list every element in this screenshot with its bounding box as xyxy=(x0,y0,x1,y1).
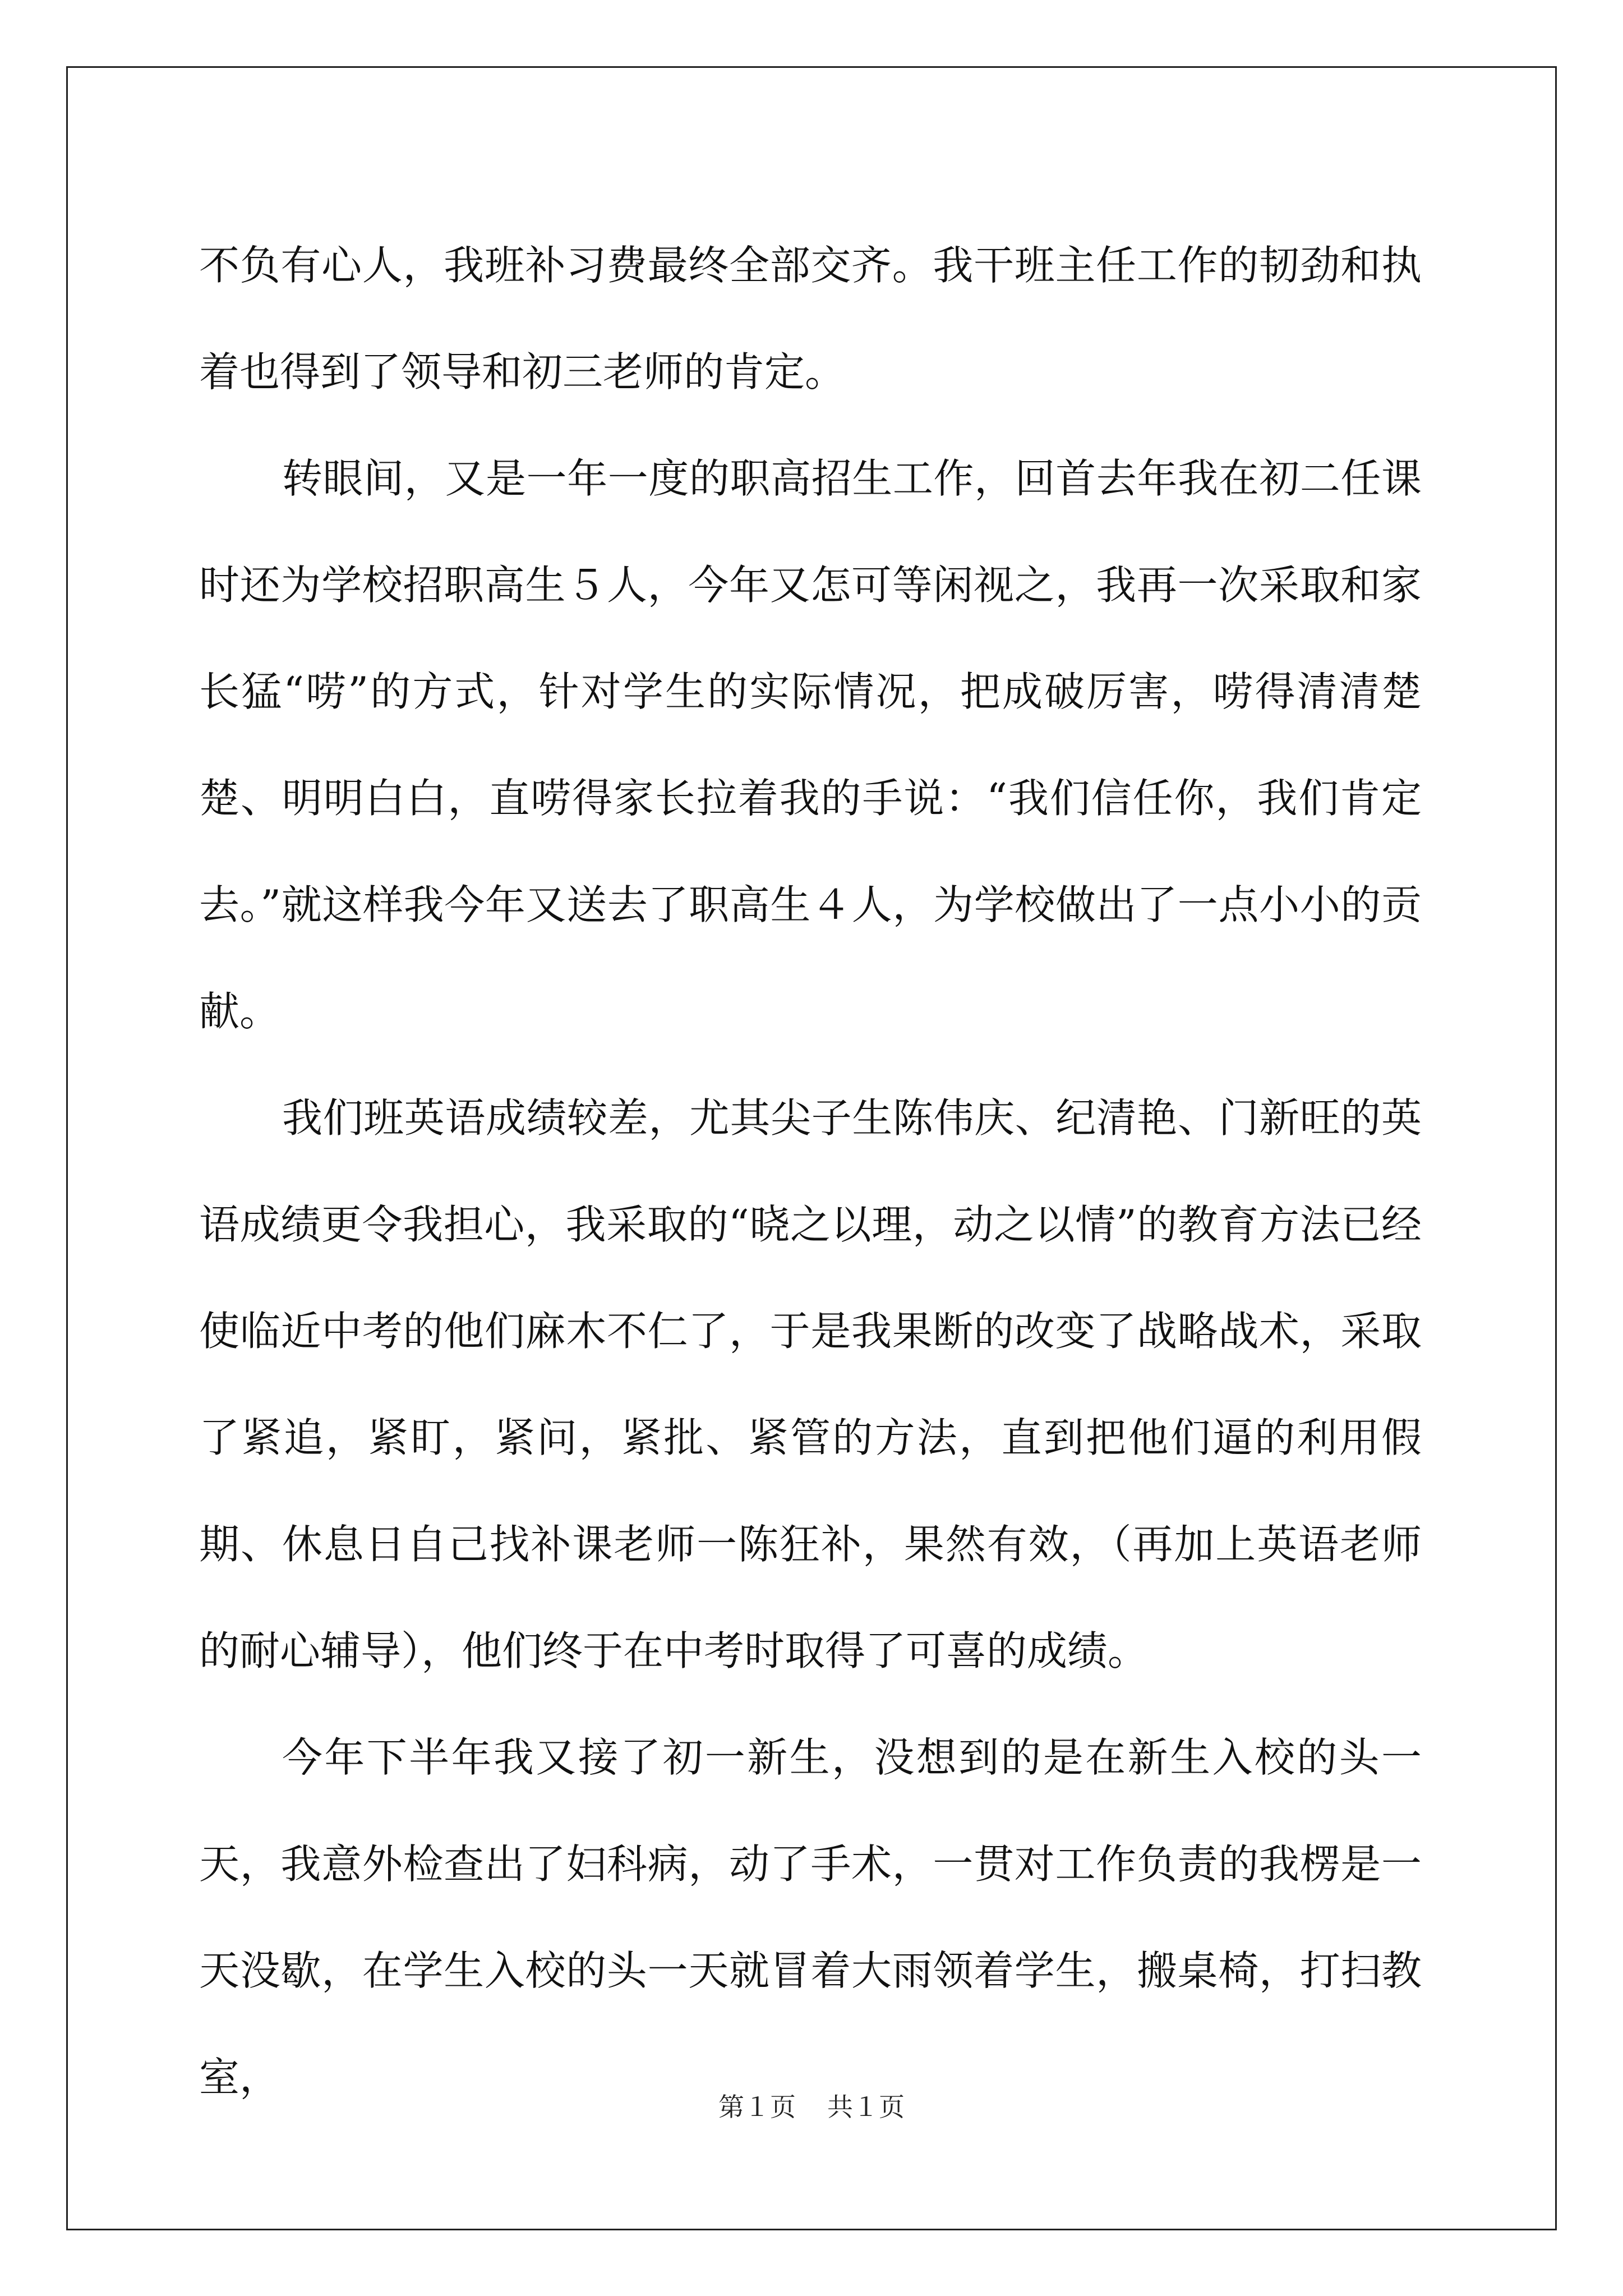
paragraph-1: 不负有心人，我班补习费最终全部交齐。我干班主任工作的韧劲和执着也得到了领导和初三老师的肯定。 xyxy=(199,242,1422,395)
paragraph-4: 今年下半年我又接了初一新生，没想到的是在新生入校的头一天，我意外检查出了妇科病，动了手术，一贯对工作负责的我楞是一天没歇，在学生入校的头一天就冒着大雨领着学生，搬桌椅，打扫教室， xyxy=(199,1734,1422,2101)
paragraph-2: 转眼间，又是一年一度的职高招生工作，回首去年我在初二任课时还为学校招职高生５人，今年又怎可等闲视之，我再一次采取和家长猛“唠”的方式，针对学生的实际情况，把成破厉害，唠得清清楚楚、明明白白，直唠得家长拉着我的手说：“我们信任你，我们肯定去。”就这样我今年又送去了职高生４人，为学校做出了一点小小的贡献。 xyxy=(199,455,1422,1035)
paragraph-3: 我们班英语成绩较差，尤其尖子生陈伟庆、纪清艳、门新旺的英语成绩更令我担心，我采取的“晓之以理，动之以情”的教育方法已经使临近中考的他们麻木不仁了，于是我果断的改变了战略战术，采取了紧追，紧盯，紧问，紧批、紧管的方法，直到把他们逼的利用假期、休息日自己找补课老师一陈狂补，果然有效，（再加上英语老师的耐心辅导），他们终于在中考时取得了可喜的成绩。 xyxy=(199,1094,1422,1674)
page-total: 共１页 xyxy=(827,2092,905,2122)
document-body xyxy=(199,212,1422,2131)
page-number: 第１页 xyxy=(718,2092,796,2122)
page-footer xyxy=(0,2087,1623,2124)
